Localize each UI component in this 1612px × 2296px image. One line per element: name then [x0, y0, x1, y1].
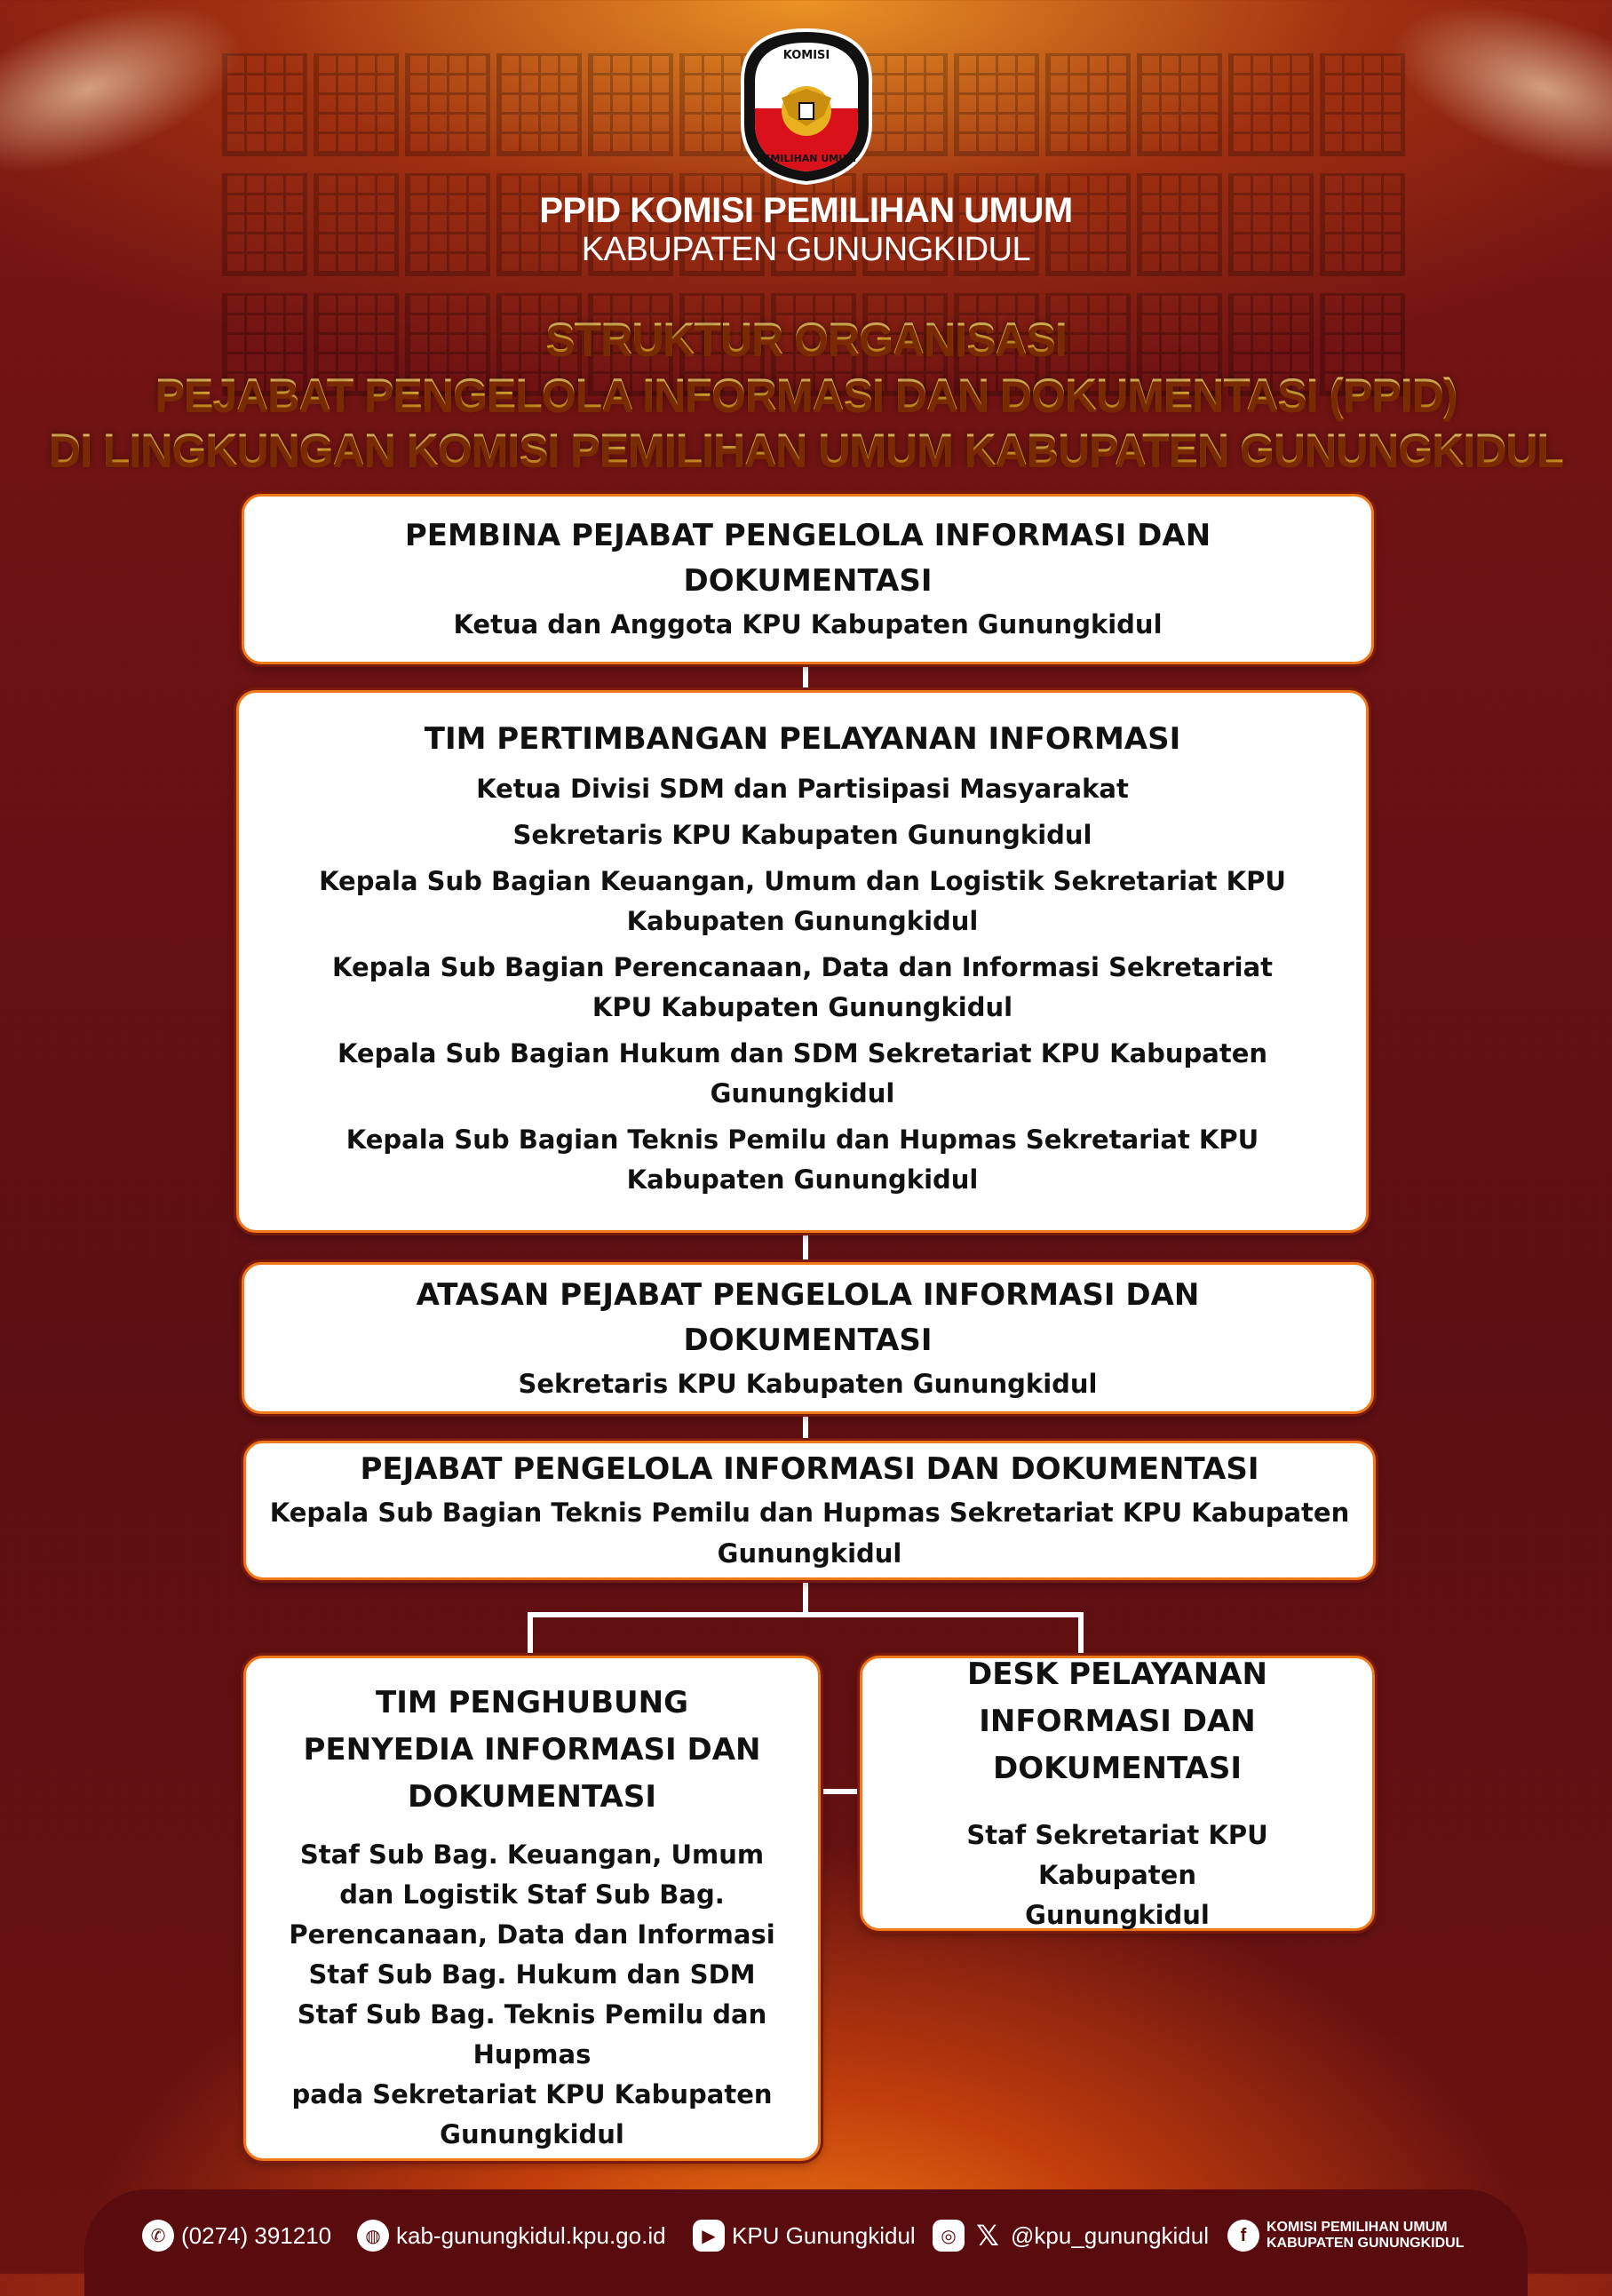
- building-window: [1137, 53, 1222, 156]
- member-line: Sekretaris KPU Kabupaten Gunungkidul: [512, 820, 1092, 850]
- footer-social[interactable]: [933, 2215, 1209, 2256]
- social-text: @kpu_gunungkidul: [1011, 2221, 1210, 2249]
- building-window: [588, 53, 673, 156]
- member-line: Kepala Sub Bagian Hukum dan SDM Sekretariat KPU Kabupaten Gunungkidul: [337, 1038, 1268, 1108]
- connector-horizontal: [528, 1612, 1084, 1617]
- svg-text:KOMISI: KOMISI: [782, 49, 830, 62]
- website-text: kab-gunungkidul.kpu.go.id: [396, 2221, 666, 2249]
- building-window: [405, 53, 490, 156]
- box-desk-heading: [862, 1651, 1372, 1792]
- member-line: pada Sekretariat KPU Kabupaten Gunungkidul: [291, 2079, 773, 2149]
- connector-between-bottom: [821, 1789, 860, 1794]
- footer-website[interactable]: [357, 2215, 666, 2256]
- org-name-line1: PPID KOMISI PEMILIHAN UMUM: [539, 191, 1073, 230]
- svg-text:PEMILIHAN UMUM: PEMILIHAN UMUM: [756, 153, 857, 164]
- building-window: [496, 53, 582, 156]
- member-line: Kepala Sub Bagian Teknis Pemilu dan Hupmas Sekretariat KPU Kabupaten Gunungkidul: [269, 1498, 1350, 1569]
- footer-phone[interactable]: [142, 2215, 331, 2256]
- phone-icon: ✆: [142, 2220, 174, 2252]
- connector-left-down: [528, 1612, 533, 1656]
- facebook-text: [1267, 2220, 1465, 2252]
- building-window: [954, 53, 1039, 156]
- heading-line: DOKUMENTASI: [683, 563, 933, 599]
- facebook-line: KABUPATEN GUNUNGKIDUL: [1267, 2236, 1465, 2251]
- member-line: Staf Sekretariat KPU Kabupaten Gunungkidul: [966, 1820, 1268, 1930]
- box-tim-penghubung-heading: [246, 1680, 818, 1821]
- youtube-icon: ▶: [693, 2220, 725, 2252]
- youtube-text: KPU Gunungkidul: [732, 2221, 916, 2249]
- member-line: Kepala Sub Bagian Teknis Pemilu dan Hupmas Sekretariat KPU Kabupaten Gunungkidul: [345, 1124, 1259, 1195]
- footer-youtube[interactable]: [693, 2215, 916, 2256]
- building-window: [1320, 53, 1405, 156]
- phone-text: (0274) 391210: [181, 2221, 332, 2249]
- kpu-logo: [735, 27, 877, 187]
- facebook-icon: f: [1227, 2220, 1259, 2252]
- facebook-line: KOMISI PEMILIHAN UMUM: [1267, 2220, 1448, 2235]
- heading-line: TIM PENGHUBUNG: [376, 1685, 688, 1720]
- member-line: Kepala Sub Bagian Keuangan, Umum dan Logistik Sekretariat KPU Kabupaten Gunungkidul: [319, 866, 1286, 936]
- title-line3: DI LINGKUNGAN KOMISI PEMILIHAN UMUM KABUPATEN GUNUNGKIDUL: [0, 424, 1612, 475]
- box-pembina: [242, 494, 1374, 664]
- box-desk-pelayanan: [860, 1656, 1375, 1931]
- connector-right-down: [1078, 1612, 1084, 1656]
- box-atasan-heading: [244, 1273, 1371, 1363]
- heading-line: DOKUMENTASI: [992, 1751, 1242, 1786]
- connector-pejabat-down: [803, 1580, 808, 1616]
- heading-line: INFORMASI DAN: [979, 1704, 1256, 1739]
- heading-line: DESK PELAYANAN: [967, 1656, 1267, 1692]
- box-tim-penghubung: [243, 1656, 821, 2161]
- footer-facebook[interactable]: [1227, 2215, 1465, 2256]
- box-atasan: [242, 1262, 1374, 1414]
- box-tim-pertimbangan-heading: TIM PERTIMBANGAN PELAYANAN INFORMASI: [424, 721, 1181, 757]
- member-line: Ketua Divisi SDM dan Partisipasi Masyarakat: [476, 774, 1129, 804]
- x-icon: 𝕏: [976, 2220, 999, 2252]
- heading-line: PENYEDIA INFORMASI DAN: [303, 1732, 761, 1768]
- building-window: [1045, 53, 1131, 156]
- box-pejabat-heading: PEJABAT PENGELOLA INFORMASI DAN DOKUMENTASI: [360, 1451, 1259, 1487]
- heading-line: DOKUMENTASI: [407, 1779, 656, 1815]
- connector-atasan-pejabat: [803, 1414, 808, 1442]
- building-window: [222, 53, 307, 156]
- title-line1: STRUKTUR ORGANISASI: [0, 313, 1612, 364]
- box-tim-pertimbangan: [236, 690, 1369, 1233]
- org-name-line2: KABUPATEN GUNUNGKIDUL: [581, 231, 1031, 268]
- title-line2: PEJABAT PENGELOLA INFORMASI DAN DOKUMENTASI (PPID): [0, 369, 1612, 420]
- heading-line: ATASAN PEJABAT PENGELOLA INFORMASI DAN: [416, 1276, 1200, 1313]
- member-line: Sekretaris KPU Kabupaten Gunungkidul: [518, 1368, 1098, 1399]
- member-line: Kepala Sub Bagian Perencanaan, Data dan Informasi Sekretariat KPU Kabupaten Gunungkidul: [332, 952, 1273, 1022]
- heading-line: PEMBINA PEJABAT PENGELOLA INFORMASI DAN: [404, 518, 1211, 553]
- box-pembina-heading: [244, 513, 1371, 604]
- box-pejabat: [243, 1441, 1376, 1580]
- building-window: [314, 53, 399, 156]
- heading-line: DOKUMENTASI: [683, 1322, 933, 1358]
- connector-tim-atasan: [803, 1233, 808, 1263]
- member-line: Ketua dan Anggota KPU Kabupaten Gunungkidul: [453, 609, 1163, 640]
- connector-pembina-tim: [803, 664, 808, 691]
- member-line: Staf Sub Bag. Keuangan, Umum dan Logistik Staf Sub Bag. Perencanaan, Data dan Informasi Staf Sub Bag. Hukum dan SDM Staf Sub Bag. Teknis Pemilu dan Hupmas: [289, 1839, 775, 2070]
- globe-icon: ◍: [357, 2220, 389, 2252]
- building-window: [1228, 53, 1314, 156]
- instagram-icon: ◎: [933, 2220, 965, 2252]
